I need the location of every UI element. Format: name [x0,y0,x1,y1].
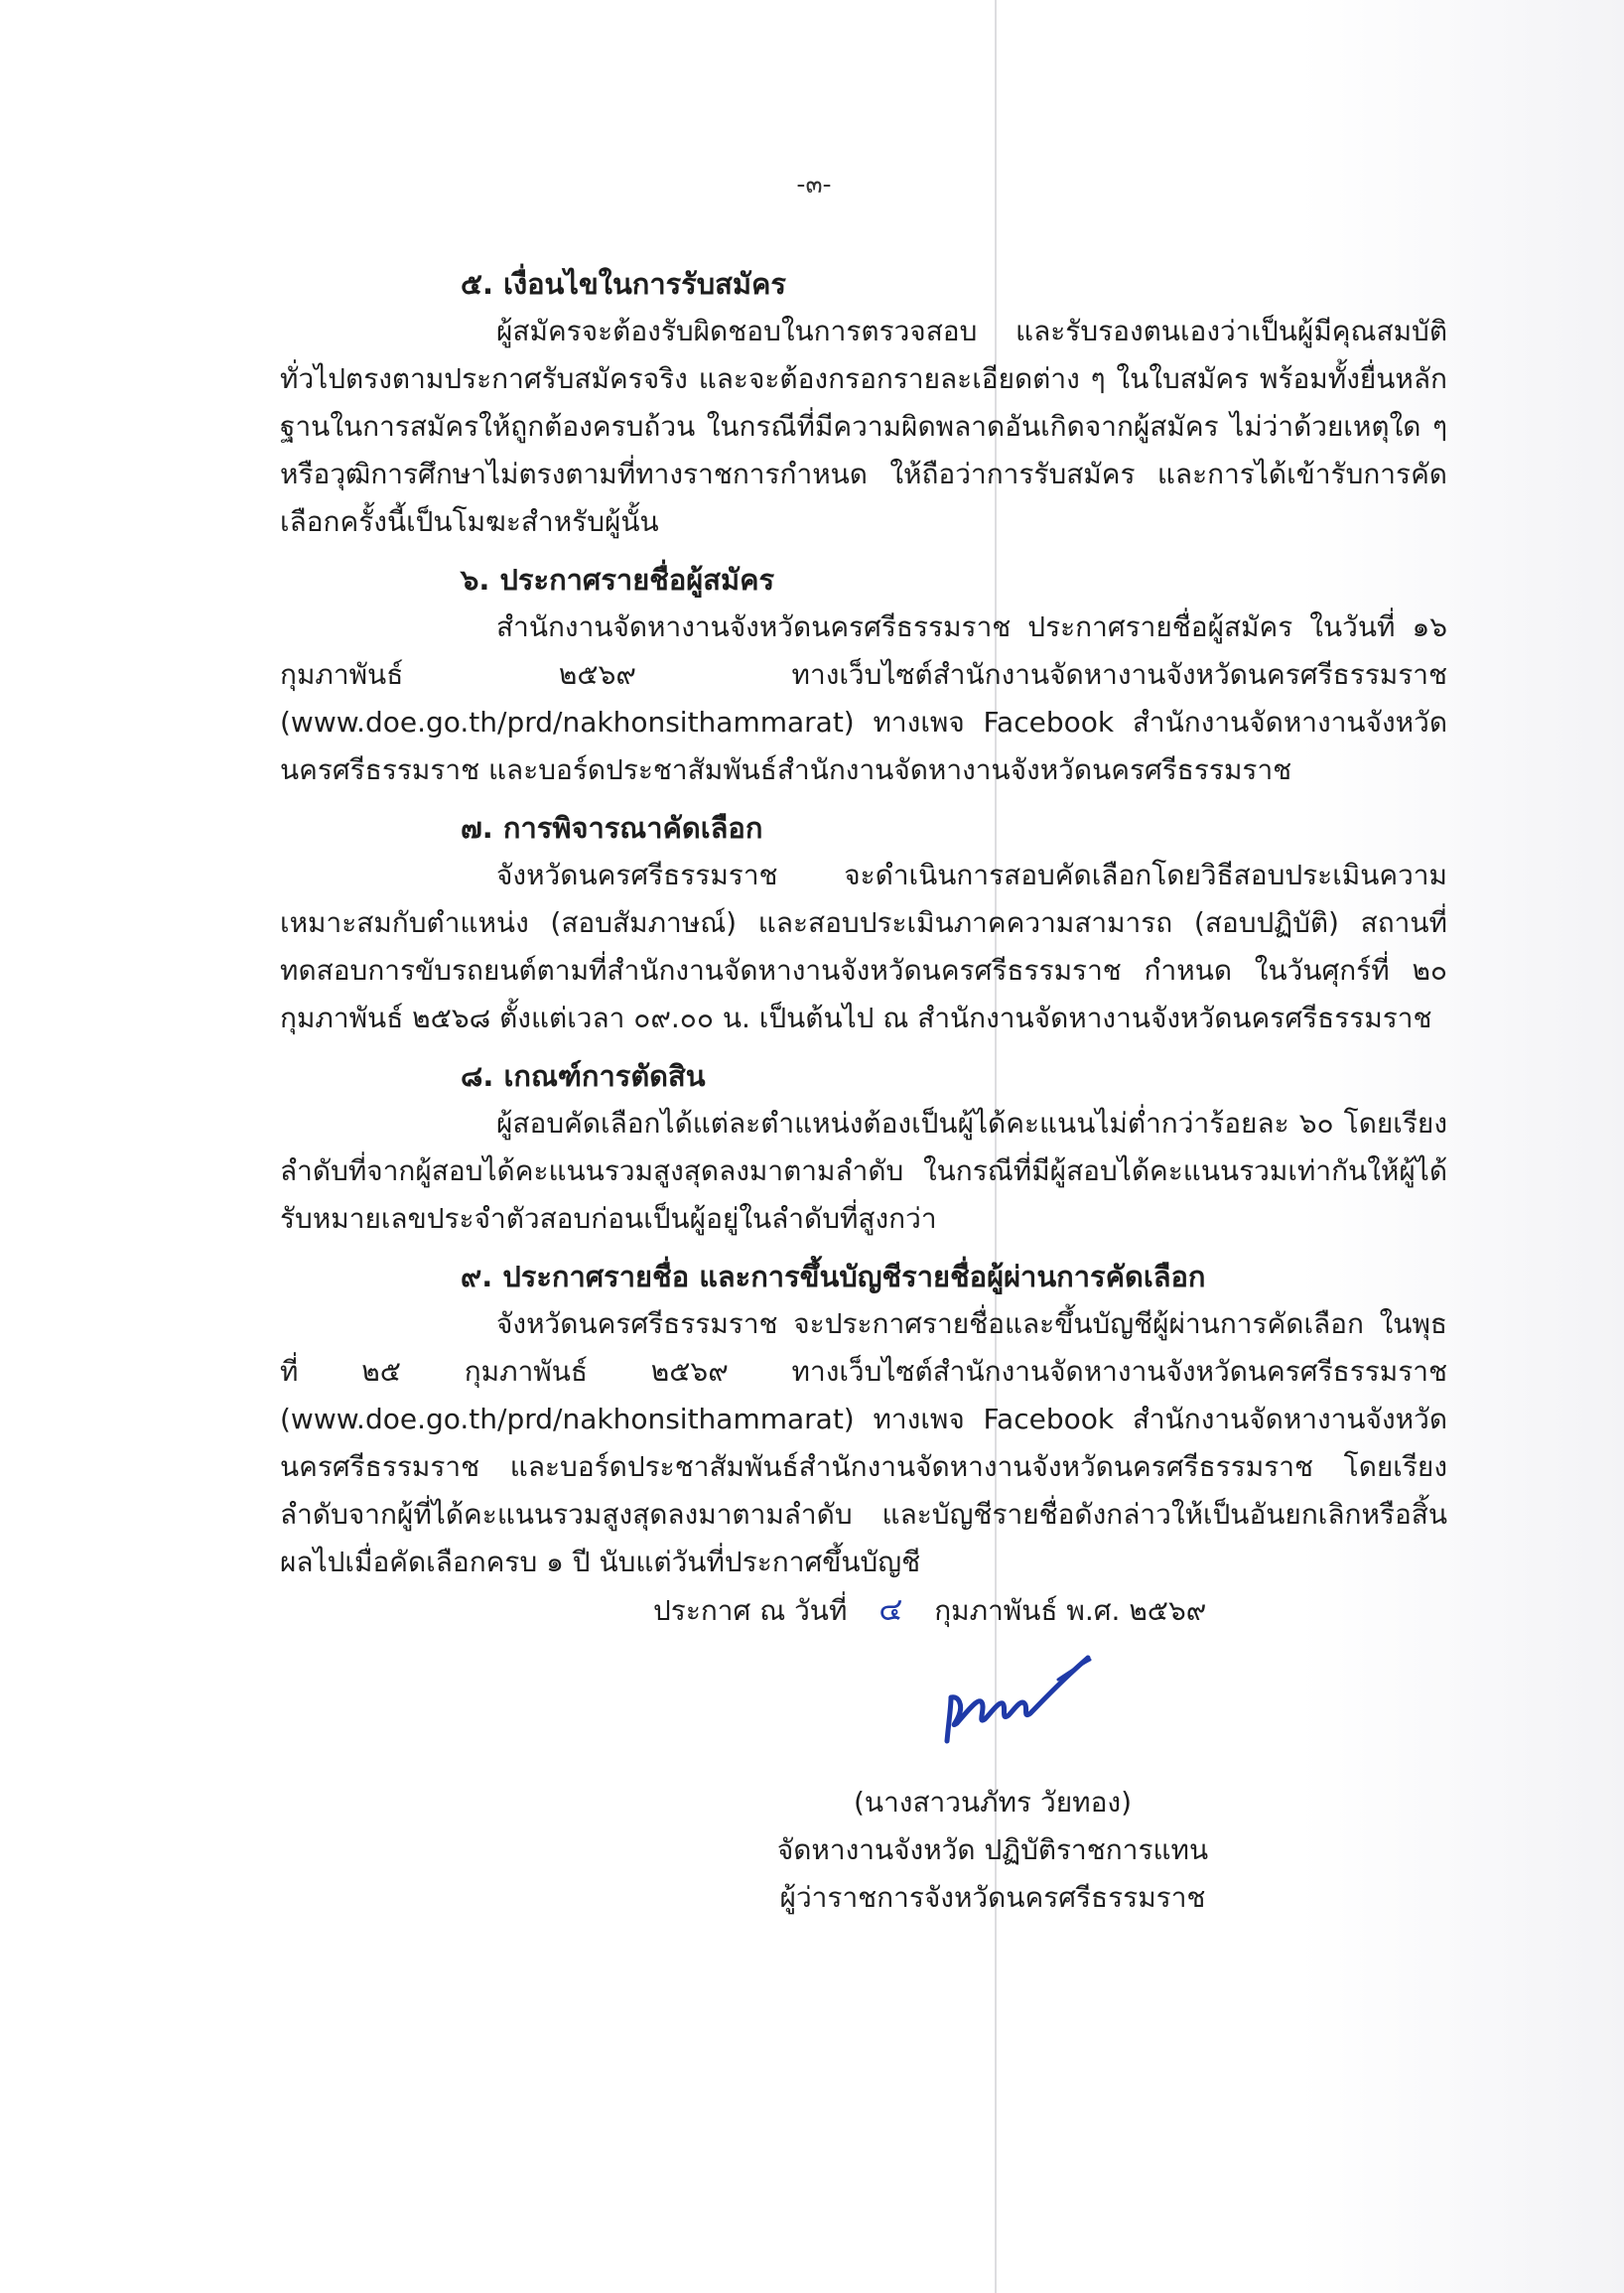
announcement-date [653,1584,1206,1635]
section-heading: ๖. ประกาศรายชื่อผู้สมัคร [461,563,775,597]
section-heading: ๘. เกณฑ์การตัดสิน [461,1059,706,1093]
document-body [280,260,1447,1596]
section-heading: ๙. ประกาศรายชื่อ และการขึ้นบัญชีรายชื่อผู้ผ่านการคัดเลือก [461,1260,1206,1293]
signatory-position: จัดหางานจังหวัด ปฏิบัติราชการแทน [776,1833,1209,1866]
section-paragraph: ผู้สมัครจะต้องรับผิดชอบในการตรวจสอบ และรับรองตนเองว่าเป็นผู้มีคุณสมบัติทั่วไปตรงตามประกาศรับสมัครจริง และจะต้องกรอกรายละเอียดต่าง ๆ ในใบสมัคร พร้อมทั้งยื่นหลักฐานในการสมัครให้ถูกต้องครบถ้วน ในกรณีที่มีความผิดพลาดอันเกิดจากผู้สมัคร ไม่ว่าด้วยเหตุใด ๆ หรือวุฒิการศึกษาไม่ตรงตามที่ทางราชการกำหนด ให้ถือว่าการรับสมัคร และการได้เข้ารับการคัดเลือกครั้งนี้เป็นโมฆะสำหรับผู้นั้น [280,315,1447,538]
handwritten-day: ๔ [879,1590,903,1628]
signature-icon [929,1650,1098,1759]
section-5 [280,260,1447,546]
section-paragraph: ผู้สอบคัดเลือกได้แต่ละตำแหน่งต้องเป็นผู้ได้คะแนนไม่ต่ำกว่าร้อยละ ๖๐ โดยเรียงลำดับที่จากผู้สอบได้คะแนนรวมสูงสุดลงมาตามลำดับ ในกรณีที่มีผู้สอบได้คะแนนรวมเท่ากันให้ผู้ได้รับหมายเลขประจำตัวสอบก่อนเป็นผู้อยู่ในลำดับที่สูงกว่า [280,1107,1447,1235]
signatory-on-behalf: ผู้ว่าราชการจังหวัดนครศรีธรรมราช [779,1881,1206,1914]
date-prefix: ประกาศ ณ วันที่ [653,1594,848,1627]
section-paragraph: สำนักงานจัดหางานจังหวัดนครศรีธรรมราช ประกาศรายชื่อผู้สมัคร ในวันที่ ๑๖ กุมภาพันธ์ ๒๕๖๙ ทางเว็บไซต์สำนักงานจัดหางานจังหวัดนครศรีธรรมราช (www.doe.go.th/prd/nakhonsithammarat) ทางเพจ Facebook สำนักงานจัดหางานจังหวัดนครศรีธรรมราช และบอร์ดประชาสัมพันธ์สำนักงานจัดหางานจังหวัดนครศรีธรรมราช [280,610,1447,786]
section-paragraph: จังหวัดนครศรีธรรมราช จะประกาศรายชื่อและขึ้นบัญชีผู้ผ่านการคัดเลือก ในพุธที่ ๒๕ กุมภาพันธ์ ๒๕๖๙ ทางเว็บไซต์สำนักงานจัดหางานจังหวัดนครศรีธรรมราช (www.doe.go.th/prd/nakhonsithammarat) ทางเพจ Facebook สำนักงานจัดหางานจังหวัดนครศรีธรรมราช และบอร์ดประชาสัมพันธ์สำนักงานจัดหางานจังหวัดนครศรีธรรมราช โดยเรียงลำดับจากผู้ที่ได้คะแนนรวมสูงสุดลงมาตามลำดับ และบัญชีรายชื่อดังกล่าวให้เป็นอันยกเลิกหรือสิ้นผลไปเมื่อคัดเลือกครบ ๑ ปี นับแต่วันที่ประกาศขึ้นบัญชี [280,1307,1447,1578]
section-8 [280,1052,1447,1243]
section-paragraph: จังหวัดนครศรีธรรมราช จะดำเนินการสอบคัดเลือกโดยวิธีสอบประเมินความเหมาะสมกับตำแหน่ง (สอบสัมภาษณ์) และสอบประเมินภาคความสามารถ (สอบปฏิบัติ) สถานที่ทดสอบการขับรถยนต์ตามที่สำนักงานจัดหางานจังหวัดนครศรีธรรมราช กำหนด ในวันศุกร์ที่ ๒๐ กุมภาพันธ์ ๒๕๖๘ ตั้งแต่เวลา ๐๙.๐๐ น. เป็นต้นไป ณ สำนักงานจัดหางานจังหวัดนครศรีธรรมราช [280,859,1447,1034]
section-heading: ๕. เงื่อนไขในการรับสมัคร [461,267,786,301]
signatory-block [774,1779,1211,1922]
page-number: -๓- [796,170,832,199]
section-7 [280,804,1447,1042]
section-6 [280,556,1447,794]
signatory-name: (นางสาวนภัทร วัยทอง) [854,1786,1132,1819]
signoff-block [0,1584,1624,1981]
section-9 [280,1253,1447,1586]
date-month-year: กุมภาพันธ์ พ.ศ. ๒๕๖๙ [934,1594,1207,1627]
section-heading: ๗. การพิจารณาคัดเลือก [461,811,763,845]
